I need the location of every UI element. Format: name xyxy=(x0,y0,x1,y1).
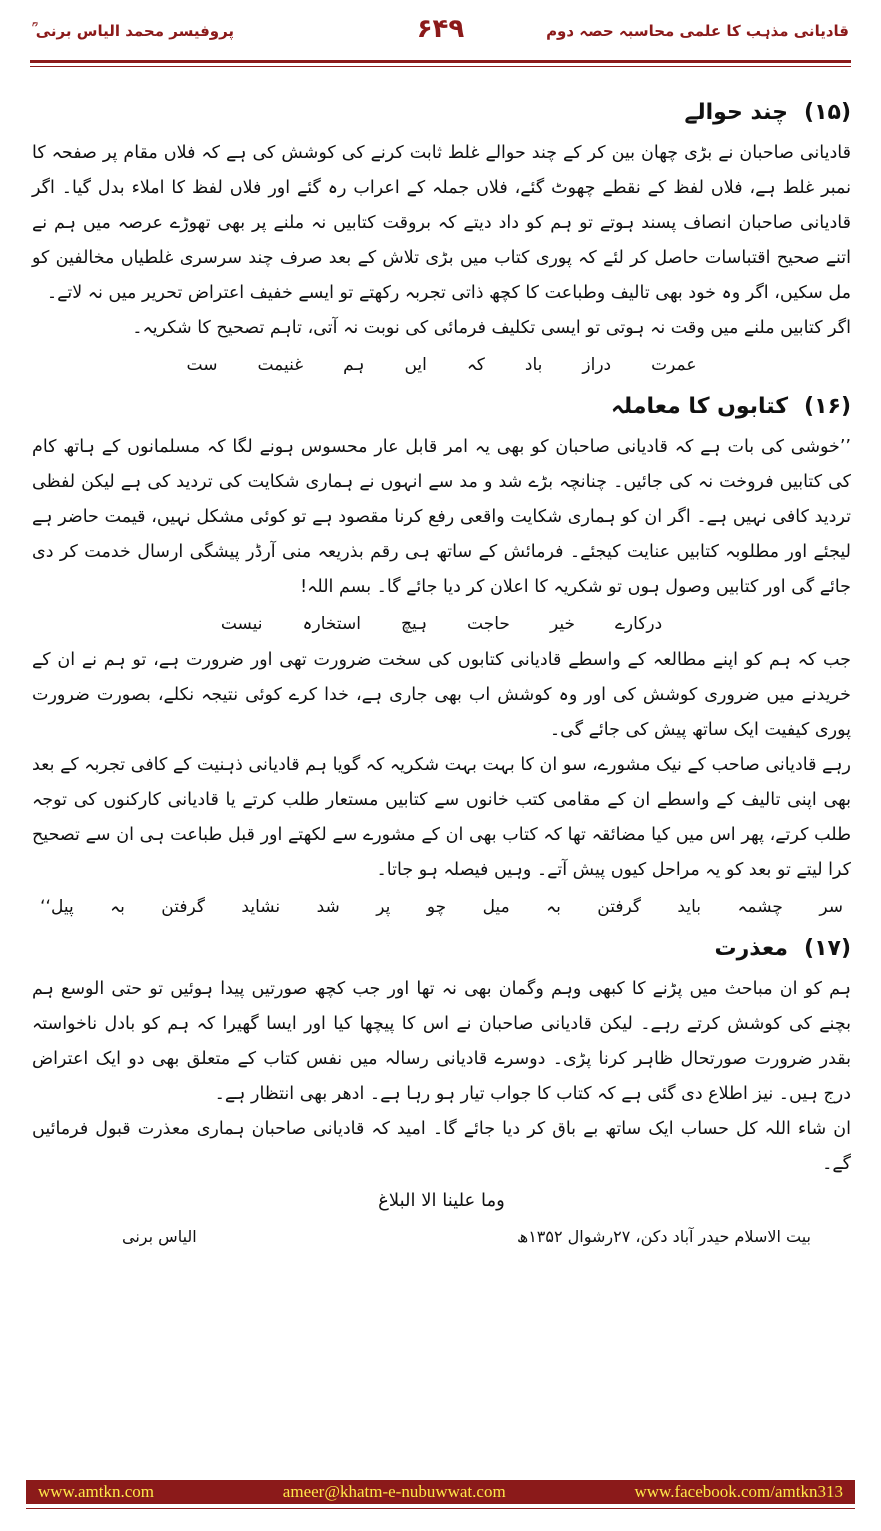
verse-word: بہ xyxy=(110,897,125,917)
email-link[interactable]: ameer@khatm-e-nubuwwat.com xyxy=(282,1482,506,1501)
section-number: (۱۷) xyxy=(804,936,851,961)
verse-word: باد xyxy=(524,355,543,375)
verse-word: بہ xyxy=(546,897,561,917)
verse-word: نشاید xyxy=(241,897,281,917)
section-heading-16 xyxy=(32,384,851,430)
verse-word: شد xyxy=(316,897,340,917)
signature-line xyxy=(32,1220,851,1254)
verse-word: پیل‘‘ xyxy=(40,897,74,917)
verse-word: نیست xyxy=(220,614,263,634)
verse-word: غنیمت xyxy=(257,355,304,375)
verse-word: کہ xyxy=(466,355,485,375)
author-name: پروفیسر محمد الیاس برنی ؒ xyxy=(32,22,235,40)
paragraph: جب کہ ہم کو اپنے مطالعہ کے واسطے قادیانی کتابوں کی سخت ضرورت تھی اور ضرورت ہے، تو ہم نے ان کے خریدنے میں ضروری کوشش کی اور وہ کوشش اب بھی جاری ہے، خدا کرے کوئی نتیجہ نکلے، بصورت ضرورت پوری کیفیت ایک ساتھ پیش کی جائے گی۔ xyxy=(32,650,851,740)
section-heading-15 xyxy=(32,90,851,136)
persian-verse xyxy=(32,346,851,384)
paragraph: ’’خوشی کی بات ہے کہ قادیانی صاحبان کو بھی یہ امر قابل عار محسوس ہونے لگا کہ مسلمانوں کے ہاتھ کام کی کتابیں فروخت نہ کی جائیں۔ چنانچہ بڑے شد و مد سے انہوں نے ہماری شکایت کی تردید کی ہے لیکن لفظی تردید کافی نہیں ہے۔ اگر ان کو ہماری شکایت واقعی رفع کرنا مقصود ہے تو کوئی مشکل نہیں، قیمت حاضر ہے لیجئے اور مطلوبہ کتابیں عنایت کیجئے۔ فرمائش کے ساتھ ہی رقم بذریعہ منی آرڈر پیشگی ارسال خدمت کر دی جائے گی اور کتابیں وصول ہوں تو شکریہ کا اعلان کر دیا جائے گا۔ بسم اللہ! xyxy=(32,437,851,597)
website-link[interactable]: www.amtkn.com xyxy=(38,1482,154,1501)
closing-prayer: وما علینا الا البلاغ xyxy=(378,1190,505,1211)
signature: الیاس برنی xyxy=(122,1227,197,1246)
page-footer xyxy=(26,1480,855,1504)
verse-word: حاجت xyxy=(467,614,510,634)
verse-word: سر xyxy=(819,897,843,917)
verse-word: استخارہ xyxy=(302,614,361,634)
verse-word: ایں xyxy=(404,355,427,375)
section-number: (۱۵) xyxy=(804,100,851,125)
paragraph: ہم کو ان مباحث میں پڑنے کا کبھی وہم وگمان بھی نہ تھا اور جب کچھ صورتیں پیدا ہوئیں تو حتی الوسع ہم بچنے کی کوشش کرتے رہے۔ لیکن قادیانی صاحبان نے اس کا پیچھا کیا اور ایسا گھیرا کہ ہم کو بادل ناخواستہ بقدر ضرورت صورتحال ظاہر کرنا پڑی۔ دوسرے قادیانی رسالہ میں نفس کتاب کے متعلق بھی دو ایک اعتراض درج ہیں۔ نیز اطلاع دی گئی ہے کہ کتاب کا جواب تیار ہو رہا ہے۔ ادھر بھی انتظار ہے۔ xyxy=(32,979,851,1104)
paragraph: قادیانی صاحبان نے بڑی چھان بین کر کے چند حوالے غلط ثابت کرنے کی کوشش کی ہے کہ فلاں مقام پر صفحہ کا نمبر غلط ہے، فلاں لفظ کے نقطے چھوٹ گئے، فلاں جملہ کے اعراب رہ گئے اور فلاں لفظ کا املاء بدل گیا۔ اگر قادیانی صاحبان انصاف پسند ہوتے تو ہم کو داد دیتے کہ بروقت کتابیں نہ ملنے پر بھی تھوڑے عرصہ میں ہم نے اتنے صحیح اقتباسات حاصل کر لئے کہ پوری کتاب میں بڑی تلاش کے بعد صرف چند سرسری غلطیاں مخالفین کو مل سکیں، اگر وہ خود بھی تالیف وطباعت کا کچھ ذاتی تجربہ رکھتے تو ایسے خفیف اعتراض تحریر میں نہ لاتے۔ xyxy=(32,143,851,303)
verse-word: عمرت xyxy=(651,355,697,375)
verse-word: چو xyxy=(426,897,447,917)
verse-word: پر xyxy=(376,897,391,917)
facebook-link[interactable]: www.facebook.com/amtkn313 xyxy=(634,1482,843,1501)
place-date: بیت الاسلام حیدر آباد دکن، ۲۷رشوال ۱۳۵۲ھ xyxy=(517,1227,811,1246)
verse-word: باید xyxy=(677,897,701,917)
verse-word: درکارے xyxy=(614,614,663,634)
section-title: معذرت xyxy=(714,936,789,961)
verse-word: ست xyxy=(186,355,218,375)
header-divider xyxy=(30,60,851,63)
persian-verse xyxy=(32,605,851,643)
section-title: چند حوالے xyxy=(684,100,789,125)
paragraph: رہے قادیانی صاحب کے نیک مشورے، سو ان کا بہت بہت شکریہ کہ گویا ہم قادیانی ذہنیت کے کافی تجربہ کے بعد بھی اپنی تالیف کے واسطے ان کے مقامی کتب خانوں سے کتابیں مستعار طلب کرتے یا قادیانی کارکنوں کی توجہ طلب کرتے، پھر اس میں کیا مضائقہ تھا کہ کتاب بھی ان کے مشورے سے لکھتے اور قبل طباعت ہی ان سے تصحیح کرا لیتے تو بعد کو یہ مراحل کیوں پیش آتے۔ وہیں فیصلہ ہو جاتا۔ xyxy=(32,755,851,880)
verse-word: گرفتن xyxy=(597,897,641,917)
verse-word: ہم xyxy=(343,355,365,375)
persian-verse xyxy=(32,888,851,926)
section-number: (۱۶) xyxy=(804,394,851,419)
verse-word: چشمہ xyxy=(737,897,783,917)
section-heading-17 xyxy=(32,926,851,972)
paragraph: اگر کتابیں ملنے میں وقت نہ ہوتی تو ایسی تکلیف فرمائی کی نوبت نہ آتی، تاہم تصحیح کا شکریہ۔ xyxy=(132,318,851,338)
book-title: قادیانی مذہب کا علمی محاسبہ حصہ دوم xyxy=(546,22,849,40)
verse-word: ہیچ xyxy=(400,614,428,634)
verse-word: دراز xyxy=(582,355,612,375)
paragraph: ان شاء اللہ کل حساب ایک ساتھ بے باق کر دیا جائے گا۔ امید کہ قادیانی صاحبان ہماری معذرت قبول فرمائیں گے۔ xyxy=(32,1119,851,1174)
page-header xyxy=(0,0,881,60)
header-divider-thin xyxy=(30,66,851,67)
page-number: ۶۴۹ xyxy=(416,14,465,44)
footer-divider xyxy=(26,1508,855,1509)
verse-word: خیر xyxy=(549,614,575,634)
page-content xyxy=(32,90,851,1254)
section-title: کتابوں کا معاملہ xyxy=(610,394,789,419)
verse-word: میل xyxy=(482,897,510,917)
verse-word: گرفتن xyxy=(161,897,205,917)
